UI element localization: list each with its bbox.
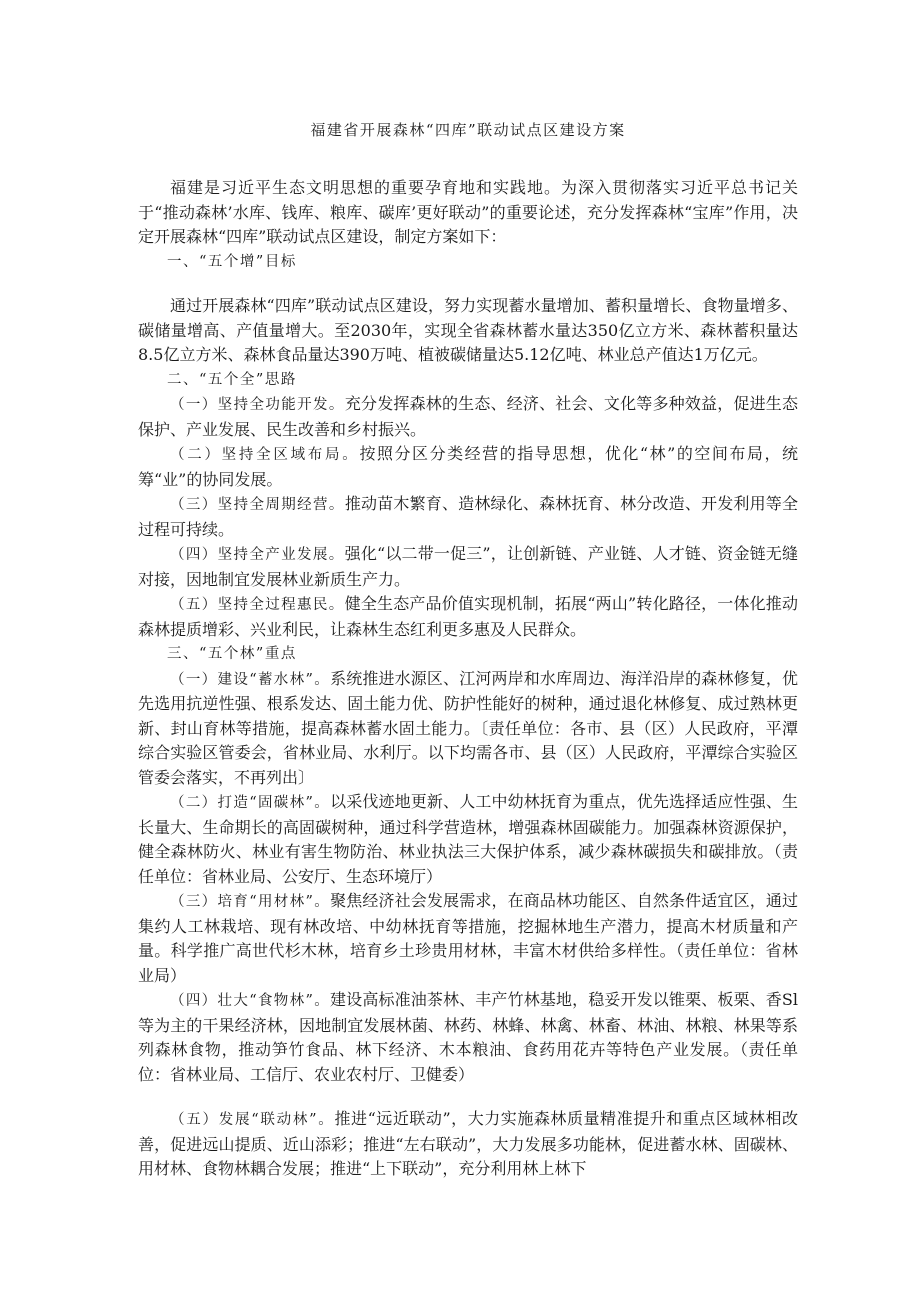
approach-item: [138, 592, 798, 642]
focus-item: [138, 988, 798, 1087]
approach-item-lead: （三）坚持全周期经营。: [170, 497, 345, 513]
approach-item-lead: （四）坚持全产业发展。: [170, 547, 345, 563]
section-heading-focus: 三、“五个林”重点: [167, 646, 297, 662]
document-title: 福建省开展森林“四库”联动试点区建设方案: [310, 121, 626, 139]
focus-item-lead: （二）打造“固碳林”。: [170, 795, 331, 811]
approach-item-text: 推动苗木繁育、造林绿化、森林抚育、林分改造、开发利用等全过程可持续。: [138, 494, 798, 539]
focus-item: [138, 790, 798, 889]
focus-item-lead: （五）发展“联动林”。: [170, 1112, 335, 1128]
approach-item: [138, 492, 798, 542]
goals-paragraph: 通过开展森林“四库”联动试点区建设，努力实现蓄水量增加、蓄积量增长、食物量增多、碳储量增高、产值量增大。至2030年，实现全省森林蓄水量达350亿立方米、森林蓄积量达8.5亿立方米、森林食品量达390万吨、植被碳储量达5.12亿吨、林业总产值达1万亿元。: [138, 296, 798, 364]
focus-item-text: 聚焦经济社会发展需求，在商品林功能区、自然条件适宜区，通过集约人工林栽培、现有林改培、中幼林抚育等措施，挖掘林地生产潜力，提高木材质量和产量。科学推广高世代杉木林，培育乡土珍贵用材林，丰富木材供给多样性。（责任单位：省林业局）: [138, 891, 798, 985]
approach-item-lead: （五）坚持全过程惠民。: [170, 597, 345, 613]
approach-item: [138, 442, 798, 492]
approach-item-text: 按照分区分类经营的指导思想，优化“林”的空间布局，统筹“业”的协同发展。: [138, 444, 798, 489]
focus-item-text: 建设高标准油茶林、丰产竹林基地，稳妥开发以锥栗、板栗、香Sl等为主的干果经济林，因地制宜发展林菌、林药、林蜂、林禽、林畜、林油、林粮、林果等系列森林食物，推动笋竹食品、林下经济、木本粮油、食药用花卉等特色产业发展。（责任单位：省林业局、工信厅、农业农村厅、卫健委）: [138, 990, 798, 1084]
approach-item-text: 强化“以二带一促三”，让创新链、产业链、人才链、资金链无缝对接，因地制宜发展林业新质生产力。: [138, 544, 798, 589]
approach-item-lead: （二）坚持全区域布局。: [170, 447, 360, 463]
approach-item-lead: （一）坚持全功能开发。: [170, 397, 345, 413]
section-heading-goals: 一、“五个增”目标: [167, 253, 297, 270]
focus-item-lead: （四）壮大“食物林”。: [170, 993, 331, 1009]
focus-item-text: 推进“远近联动”，大力实施森林质量精准提升和重点区域林相改善，促进远山提质、近山添彩；推进“左右联动”，大力发展多功能林，促进蓄水林、固碳林、用材林、食物林耦合发展；推进“上下联动”，充分利用林上林下: [138, 1109, 798, 1178]
focus-item-lead: （三）培育“用材林”。: [170, 894, 331, 910]
focus-item-text: 系统推进水源区、江河两岸和水库周边、海洋沿岸的森林修复，优先选用抗逆性强、根系发达、固土能力优、防护性能好的树种，通过退化林修复、成过熟林更新、封山育林等措施，提高森林蓄水固土能力。〔责任单位：各市、县（区）人民政府，平潭综合实验区管委会，省林业局、水利厅。以下均需各市、县（区）人民政府，平潭综合实验区管委会落实，不再列出〕: [138, 668, 798, 787]
focus-item-lead: （一）建设“蓄水林”。: [170, 671, 331, 688]
approach-item: [138, 542, 798, 592]
approach-item: [138, 392, 798, 442]
intro-paragraph: 福建是习近平生态文明思想的重要孕育地和实践地。为深入贯彻落实习近平总书记关于“推动森林’水库、钱库、粮库、碳库’更好联动”的重要论述，充分发挥森林“宝库”作用，决定开展森林“四库”联动试点区建设，制定方案如下：: [138, 178, 798, 246]
focus-item: [138, 889, 798, 988]
document-page: [138, 118, 798, 1182]
approach-item-text: 充分发挥森林的生态、经济、社会、文化等多种效益，促进生态保护、产业发展、民生改善和乡村振兴。: [138, 394, 798, 439]
focus-item: [138, 667, 798, 791]
focus-item: [138, 1107, 798, 1182]
focus-item-text: 以采伐迹地更新、人工中幼林抚育为重点，优先选择适应性强、生长量大、生命期长的高固碳树种，通过科学营造林，增强森林固碳能力。加强森林资源保护，健全森林防火、林业有害生物防治、林业执法三大保护体系，减少森林碳损失和碳排放。（责任单位：省林业局、公安厅、生态环境厅）: [138, 792, 798, 886]
section-heading-approach: 二、“五个全”思路: [167, 371, 297, 388]
approach-item-text: 健全生态产品价值实现机制，拓展“两山”转化路径，一体化推动森林提质增彩、兴业利民，让森林生态红利更多惠及人民群众。: [138, 594, 798, 639]
